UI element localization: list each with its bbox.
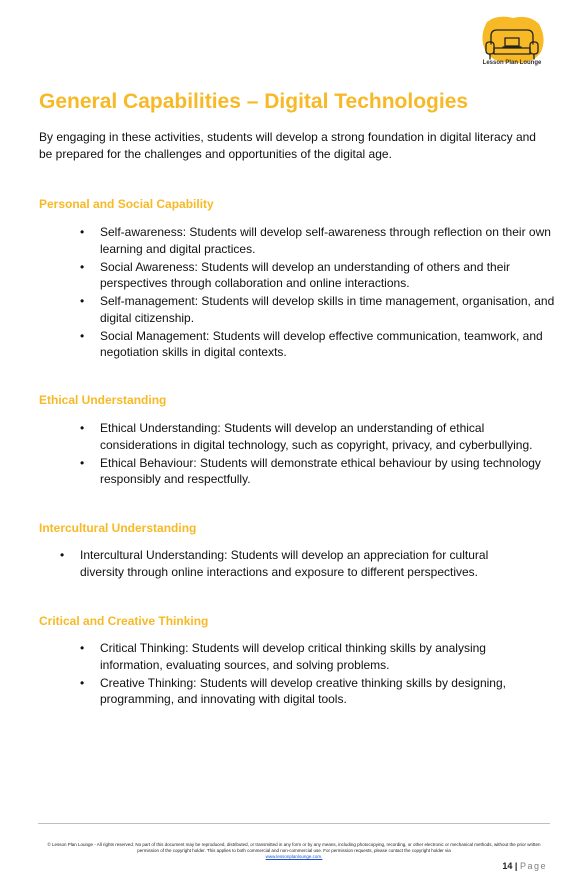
bullet-icon: • — [80, 421, 85, 435]
list-item — [80, 455, 560, 488]
footer-website-link[interactable]: www.lessonplanlounge.com. — [265, 854, 323, 859]
list-item — [80, 259, 560, 292]
section-heading: Personal and Social Capability — [39, 197, 214, 211]
page-title: General Capabilities – Digital Technologies — [39, 90, 469, 113]
page-label: Page — [519, 861, 547, 871]
list-item — [80, 293, 560, 326]
section-heading: Critical and Creative Thinking — [39, 614, 209, 628]
list-item-text: Ethical Behaviour: Students will demonstrate ethical behaviour by using technology responsibly and respectfully. — [100, 455, 541, 486]
section-personal-social — [39, 197, 554, 362]
bullet-icon: • — [80, 675, 85, 690]
bullet-icon: • — [60, 548, 65, 562]
footer-copyright-text: © Lesson Plan Lounge - All rights reserved. No part of this document may be reproduced, distributed, or transmitted in any form or by any means, including photocopying, recording, or other electronic or mechanical methods, without the prior written permission of the copyright holder. This applies to both commercial and non-commercial use. For permission requests, please contact the copyright holder via — [47, 842, 541, 853]
list-item — [80, 675, 545, 708]
list-item-text: Ethical Understanding: Students will develop an understanding of ethical considerations in digital technology, such as copyright, privacy, and cyberbullying. — [100, 421, 533, 452]
page-number — [502, 861, 547, 871]
list-item-text: Self-management: Students will develop skills in time management, organisation, and digital citizenship. — [100, 294, 555, 325]
footer-copyright — [44, 842, 544, 860]
bullet-list — [39, 224, 560, 361]
list-item — [80, 224, 560, 257]
bullet-list — [39, 420, 560, 488]
section-ethical-understanding — [39, 393, 554, 489]
bullet-icon: • — [80, 455, 85, 470]
bullet-icon: • — [80, 328, 85, 343]
footer-divider — [38, 823, 550, 824]
list-item-text: Intercultural Understanding: Students will develop an appreciation for cultural diversity through online interactions and exposure to different perspectives. — [80, 548, 489, 579]
list-item-text: Social Awareness: Students will develop an understanding of others and their perspectives through collaboration and online interactions. — [100, 259, 511, 290]
bullet-icon: • — [80, 259, 85, 274]
section-intercultural-understanding — [39, 521, 554, 582]
list-item — [80, 420, 560, 453]
bullet-list — [39, 640, 545, 708]
list-item — [80, 328, 560, 361]
list-item-text: Self-awareness: Students will develop self-awareness through reflection on their own learning and digital practices. — [100, 225, 551, 256]
section-heading: Ethical Understanding — [39, 393, 167, 407]
section-heading: Intercultural Understanding — [39, 521, 197, 535]
section-critical-creative-thinking — [39, 614, 554, 709]
page-number-separator: | — [514, 861, 518, 871]
list-item — [80, 640, 545, 673]
logo-text: Lesson Plan Lounge — [482, 60, 542, 66]
bullet-icon: • — [80, 225, 85, 239]
list-item-text: Social Management: Students will develop effective communication, teamwork, and negotiation skills in digital contexts. — [100, 328, 543, 359]
page-number-value: 14 — [502, 861, 513, 871]
bullet-icon: • — [80, 641, 85, 655]
bullet-icon: • — [80, 294, 85, 308]
intro-paragraph: By engaging in these activities, students will develop a strong foundation in digital literacy and be prepared for the challenges and opportunities of the digital age. — [39, 130, 536, 161]
list-item-text: Critical Thinking: Students will develop critical thinking skills by analysing information, evaluating sources, and solving problems. — [100, 641, 486, 672]
bullet-list — [39, 547, 530, 580]
list-item — [60, 547, 530, 580]
list-item-text: Creative Thinking: Students will develop creative thinking skills by designing, programming, and innovating with digital tools. — [100, 675, 506, 706]
